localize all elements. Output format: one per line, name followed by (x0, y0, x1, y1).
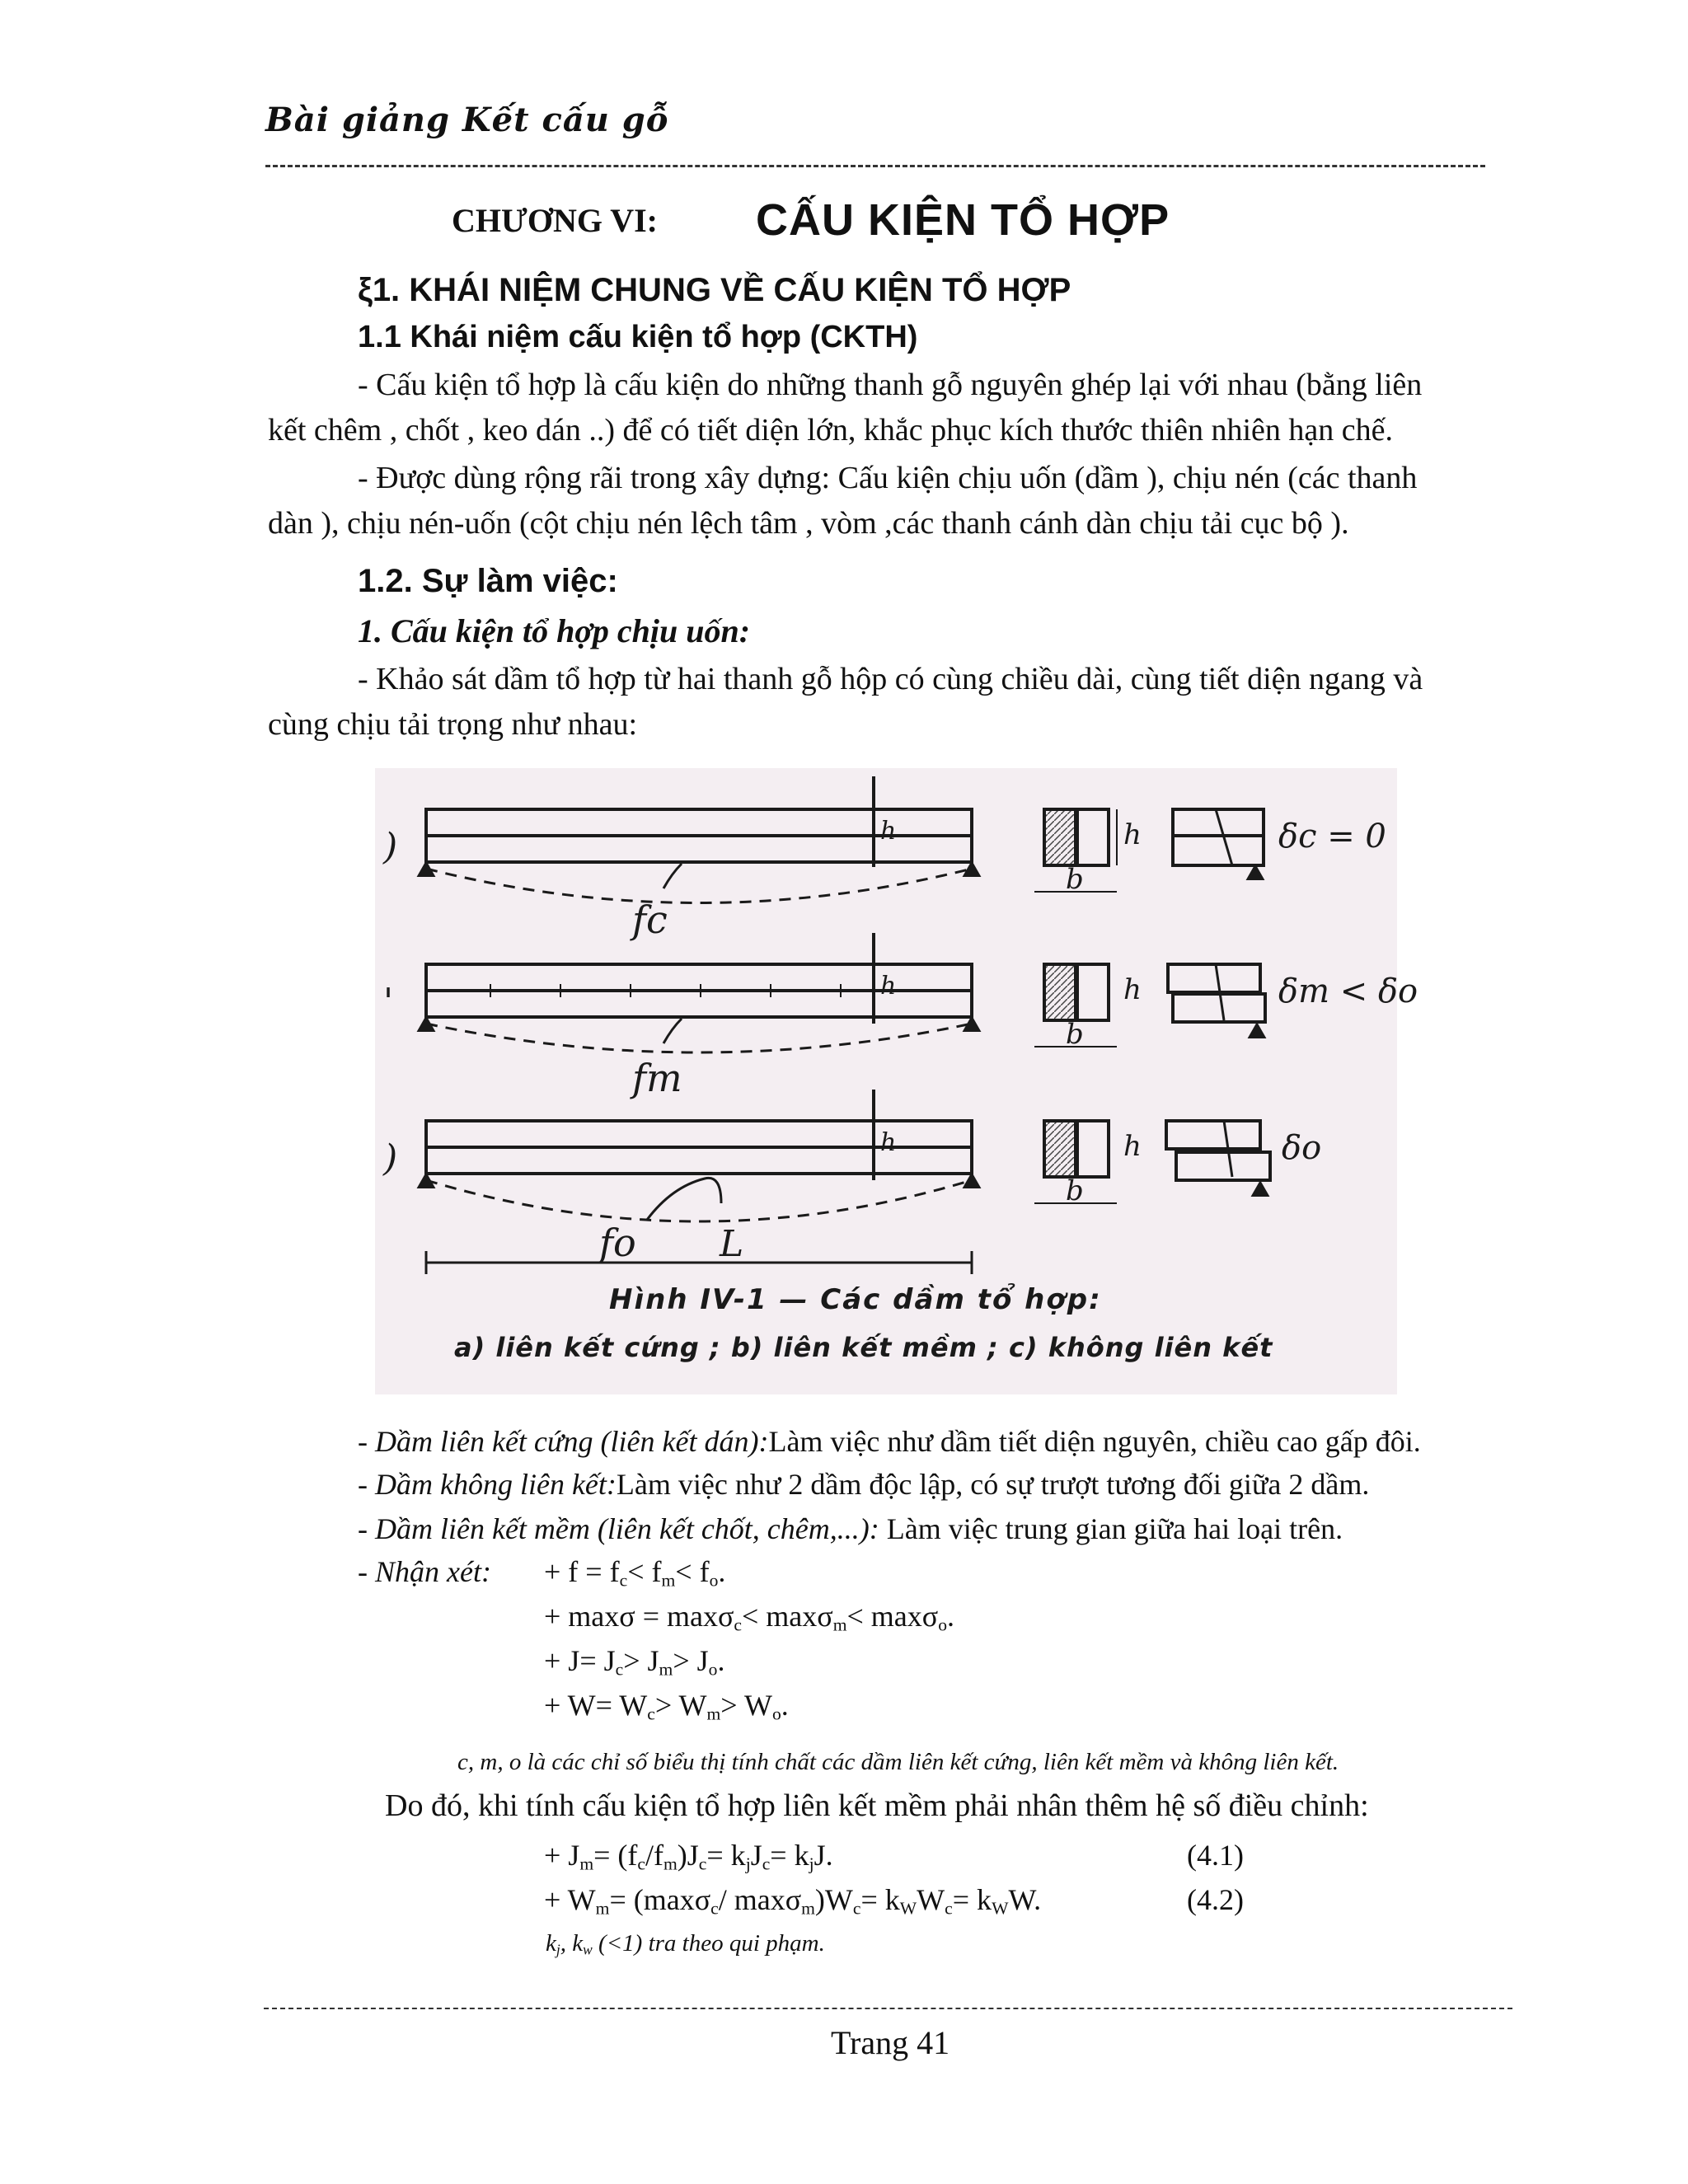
conclusion-text: Do đó, khi tính cấu kiện tổ hợp liên kết mềm phải nhân thêm hệ số điều chỉnh: (385, 1788, 1369, 1823)
section-width-label: b (1066, 1174, 1084, 1207)
remark-formula: + maxσ = maxσ$_c$< maxσ$_m$< maxσ$_o$. (544, 1600, 954, 1635)
footer-divider (264, 2008, 1512, 2009)
beam-type-label: - Dầm không liên kết: (358, 1468, 617, 1501)
coefficient-note: $k_j$, $k_w$ (<1) tra theo qui phạm. (546, 1930, 825, 1958)
slip-label: δm < δo (1278, 972, 1418, 1010)
row-marker: ' (383, 981, 394, 1023)
subsection-heading: 1.1 Khái niệm cấu kiện tổ hợp (CKTH) (358, 320, 918, 354)
deflection-label: fm (632, 1056, 682, 1100)
page-number: Trang 41 (831, 2024, 950, 2061)
beam-description (358, 1511, 1343, 1546)
beam-type-label: - Dầm liên kết cứng (liên kết dán): (358, 1425, 769, 1458)
header-divider (265, 165, 1485, 167)
figure-composite-beams (375, 768, 1418, 1394)
height-label: h (880, 972, 897, 1001)
document-header-title: Bài giảng Kết cấu gỗ (265, 101, 669, 139)
section-width-label: b (1066, 863, 1084, 896)
paragraph-line: dàn ), chịu nén-uốn (cột chịu nén lệch tâm , vòm ,các thanh cánh dàn chịu tải cục bộ ). (268, 506, 1349, 541)
beam-row-unconnected (420, 1090, 1270, 1274)
chapter-title: CẤU KIỆN TỔ HỢP (756, 195, 1170, 245)
section-height-label: h (1123, 818, 1142, 851)
remark-formula: + $f = f_c< f_m< f_o$. (544, 1555, 726, 1591)
beam-description (358, 1424, 1421, 1459)
paragraph-line: kết chêm , chốt , keo dán ..) để có tiết diện lớn, khắc phục kích thước thiên nhiên hạn chế. (268, 413, 1394, 448)
figure-drawing (375, 768, 1418, 1394)
row-marker: ) (383, 826, 398, 868)
paragraph-line: cùng chịu tải trọng như nhau: (268, 707, 638, 742)
paragraph-line: - Khảo sát dầm tổ hợp từ hai thanh gỗ hộp có cùng chiều dài, cùng tiết diện ngang và (358, 662, 1423, 696)
paragraph-line: - Được dùng rộng rãi trong xây dựng: Cấu kiện chịu uốn (dầm ), chịu nén (các thanh (358, 461, 1418, 495)
beam-description (358, 1467, 1369, 1502)
slip-label: δo (1282, 1129, 1322, 1167)
subsection-heading: 1. Cấu kiện tổ hợp chịu uốn: (358, 612, 751, 649)
chapter-label: CHƯƠNG VI: (452, 202, 658, 239)
beam-type-text: Làm việc trung gian giữa hai loại trên. (879, 1512, 1343, 1545)
formula-4-2: + $W_m= (\max\sigma_c/$ $\max\sigma_m)W_c= k_WW_c= k_WW$. (544, 1883, 1042, 1919)
section-height-label: h (1123, 1130, 1142, 1163)
beam-type-text: Làm việc như dầm tiết diện nguyên, chiều cao gấp đôi. (768, 1425, 1421, 1458)
section-height-label: h (1123, 973, 1142, 1006)
section-heading: 1.2. Sự làm việc: (358, 563, 618, 599)
paragraph-line: - Cấu kiện tổ hợp là cấu kiện do những thanh gỗ nguyên ghép lại với nhau (bằng liên (358, 368, 1423, 402)
formula-number: (4.2) (1187, 1883, 1244, 1916)
remark-formula: + $J= J_c> J_m> J_o$. (544, 1644, 725, 1680)
height-label: h (880, 1128, 897, 1157)
deflection-label: fo (599, 1221, 636, 1265)
slip-label: δc = 0 (1278, 818, 1386, 855)
beam-type-label: - Dầm liên kết mềm (liên kết chốt, chêm,...): (358, 1512, 879, 1545)
span-label: L (720, 1223, 744, 1265)
subscript-note: c, m, o là các chỉ số biểu thị tính chất các dầm liên kết cứng, liên kết mềm và không liên kết. (457, 1749, 1339, 1775)
section-heading: ξ1. KHÁI NIỆM CHUNG VỀ CẤU KIỆN TỔ HỢP (358, 272, 1071, 308)
section-width-label: b (1066, 1018, 1084, 1051)
formula-number: (4.1) (1187, 1839, 1244, 1872)
remarks-label: - Nhận xét: (358, 1555, 491, 1588)
remark-formula: + $W= W_c> W_m> W_o$. (544, 1689, 789, 1724)
figure-caption-legend: a) liên kết cứng ; b) liên kết mềm ; c) không liên kết (454, 1332, 1273, 1363)
figure-caption-title: Hình IV-1 — Các dầm tổ hợp: (609, 1283, 1102, 1316)
beam-type-text: Làm việc như 2 dầm độc lập, có sự trượt tương đối giữa 2 dầm. (616, 1468, 1370, 1501)
deflection-label: fc (632, 898, 668, 942)
formula-4-1: + $J_m= (f_c/f_m)J_c= k_jJ_c= k_jJ$. (544, 1839, 833, 1874)
row-marker: ) (383, 1137, 398, 1179)
height-label: h (880, 817, 897, 846)
